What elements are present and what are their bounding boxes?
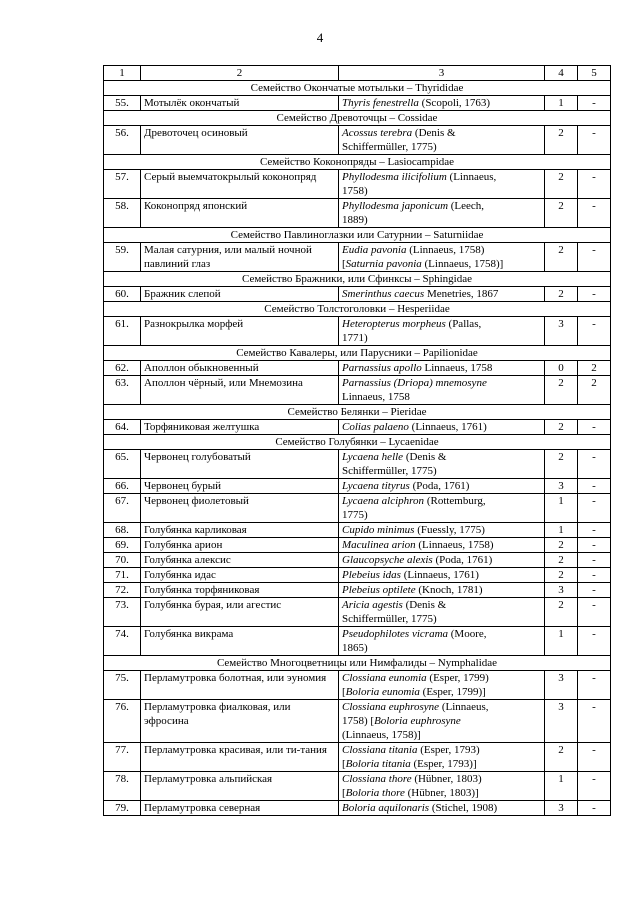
category-value: 3 (545, 801, 578, 816)
scientific-name-line (342, 700, 541, 714)
scientific-name-line (342, 96, 541, 110)
category-value: 2 (545, 598, 578, 627)
common-name: Перламутровка альпийская (141, 772, 339, 801)
author-text: 1889) (342, 214, 368, 226)
species-row (104, 801, 611, 816)
family-row (104, 228, 611, 243)
scientific-name-line (342, 126, 541, 140)
latin-name: Boloria titania (345, 758, 411, 770)
family-heading: Семейство Белянки – Pieridae (104, 405, 611, 420)
scientific-name-line (342, 671, 541, 685)
row-number: 70. (104, 553, 141, 568)
common-name: Аполлон чёрный, или Мнемозина (141, 376, 339, 405)
latin-name: Lycaena helle (342, 451, 404, 463)
scientific-name (339, 317, 545, 346)
scientific-name (339, 243, 545, 272)
scientific-name (339, 700, 545, 743)
family-row (104, 155, 611, 170)
scientific-name-line (342, 494, 541, 508)
category-value: 2 (545, 170, 578, 199)
scientific-name-line (342, 361, 541, 375)
latin-name: Parnassius (Driopa) mnemosyne (342, 377, 487, 389)
scientific-name (339, 538, 545, 553)
author-text: (Esper, 1799)] (419, 686, 486, 698)
scientific-name (339, 376, 545, 405)
header-cell: 2 (141, 66, 339, 81)
latin-name: Aricia agestis (342, 599, 403, 611)
status-value: - (578, 317, 611, 346)
category-value: 1 (545, 494, 578, 523)
common-name: Серый выемчатокрылый коконопряд (141, 170, 339, 199)
scientific-name (339, 361, 545, 376)
scientific-name-line (342, 801, 541, 815)
category-value: 3 (545, 700, 578, 743)
species-row (104, 317, 611, 346)
row-number: 64. (104, 420, 141, 435)
species-row (104, 568, 611, 583)
status-value: - (578, 450, 611, 479)
status-value: 2 (578, 376, 611, 405)
family-row (104, 346, 611, 361)
category-value: 0 (545, 361, 578, 376)
scientific-name-line (342, 331, 541, 345)
row-number: 62. (104, 361, 141, 376)
species-row (104, 627, 611, 656)
common-name: Голубянка идас (141, 568, 339, 583)
common-name: Червонец голубоватый (141, 450, 339, 479)
common-name: Перламутровка болотная, или эуномия (141, 671, 339, 700)
family-row (104, 81, 611, 96)
author-text: [ (342, 258, 346, 270)
author-text: (Esper, 1799) (426, 672, 489, 684)
common-name: Мотылёк окончатый (141, 96, 339, 111)
scientific-name (339, 287, 545, 302)
scientific-name (339, 450, 545, 479)
latin-name: Smerinthus caecus (342, 288, 425, 300)
author-text: [ (342, 758, 346, 770)
author-text: (Knoch, 1781) (415, 584, 483, 596)
species-row (104, 494, 611, 523)
author-text: Linnaeus, 1758 (421, 362, 493, 374)
latin-name: Clossiana thore (342, 773, 412, 785)
latin-name: Maculinea arion (342, 539, 416, 551)
row-number: 71. (104, 568, 141, 583)
row-number: 56. (104, 126, 141, 155)
header-cell: 5 (578, 66, 611, 81)
species-row (104, 671, 611, 700)
family-heading: Семейство Кавалеры, или Парусники – Papilionidae (104, 346, 611, 361)
scientific-name-line (342, 450, 541, 464)
row-number: 73. (104, 598, 141, 627)
common-name: Голубянка арион (141, 538, 339, 553)
author-text: (Denis & (403, 451, 447, 463)
latin-name: Colias palaeno (342, 421, 409, 433)
row-number: 68. (104, 523, 141, 538)
scientific-name-line (342, 243, 541, 257)
category-value: 3 (545, 317, 578, 346)
species-row (104, 479, 611, 494)
row-number: 59. (104, 243, 141, 272)
scientific-name (339, 523, 545, 538)
common-name: Перламутровка северная (141, 801, 339, 816)
status-value: - (578, 199, 611, 228)
scientific-name (339, 743, 545, 772)
latin-name: Glaucopsyche alexis (342, 554, 433, 566)
common-name: Голубянка алексис (141, 553, 339, 568)
status-value: 2 (578, 361, 611, 376)
row-number: 74. (104, 627, 141, 656)
author-text: (Esper, 1793)] (410, 758, 477, 770)
latin-name: Plebeius optilete (342, 584, 416, 596)
scientific-name-line (342, 199, 541, 213)
family-heading: Семейство Окончатые мотыльки – Thyrididae (104, 81, 611, 96)
family-row (104, 656, 611, 671)
latin-name: Plebeius idas (342, 569, 401, 581)
species-row (104, 420, 611, 435)
common-name: Перламутровка фиалковая, или эфросина (141, 700, 339, 743)
author-text: (Linnaeus, (446, 171, 497, 183)
latin-name: Lycaena alciphron (342, 495, 425, 507)
family-heading: Семейство Толстоголовки – Hesperiidae (104, 302, 611, 317)
author-text: (Hübner, 1803) (411, 773, 482, 785)
common-name: Разнокрылка морфей (141, 317, 339, 346)
scientific-name (339, 96, 545, 111)
status-value: - (578, 96, 611, 111)
author-text: (Linnaeus, 1758) (406, 244, 485, 256)
row-number: 61. (104, 317, 141, 346)
scientific-name-line (342, 772, 541, 786)
common-name: Червонец бурый (141, 479, 339, 494)
scientific-name-line (342, 757, 541, 771)
author-text: (Linnaeus, 1761) (400, 569, 479, 581)
scientific-name-line (342, 627, 541, 641)
status-value: - (578, 287, 611, 302)
author-text: (Poda, 1761) (409, 480, 470, 492)
status-value: - (578, 494, 611, 523)
author-text: (Moore, (448, 628, 487, 640)
header-cell: 3 (339, 66, 545, 81)
row-number: 78. (104, 772, 141, 801)
scientific-name-line (342, 213, 541, 227)
author-text: Schiffermüller, 1775) (342, 613, 437, 625)
scientific-name (339, 199, 545, 228)
species-row (104, 287, 611, 302)
scientific-name-line (342, 479, 541, 493)
latin-name: Phyllodesma ilicifolium (342, 171, 447, 183)
author-text: (Esper, 1793) (417, 744, 480, 756)
scientific-name-line (342, 641, 541, 655)
latin-name: Boloria thore (345, 787, 405, 799)
status-value: - (578, 801, 611, 816)
latin-name: Heteropterus morpheus (342, 318, 446, 330)
species-row (104, 772, 611, 801)
scientific-name-line (342, 553, 541, 567)
scientific-name-line (342, 786, 541, 800)
latin-name: Clossiana euphrosyne (342, 701, 440, 713)
scientific-name-line (342, 257, 541, 271)
category-value: 1 (545, 523, 578, 538)
author-text: (Linnaeus, (439, 701, 489, 713)
category-value: 3 (545, 671, 578, 700)
status-value: - (578, 583, 611, 598)
status-value: - (578, 523, 611, 538)
scientific-name-line (342, 184, 541, 198)
category-value: 3 (545, 583, 578, 598)
row-number: 58. (104, 199, 141, 228)
status-value: - (578, 538, 611, 553)
common-name: Червонец фиолетовый (141, 494, 339, 523)
latin-name: Thyris fenestrella (342, 97, 419, 109)
category-value: 1 (545, 772, 578, 801)
latin-name: Phyllodesma japonicum (342, 200, 449, 212)
latin-name: Saturnia pavonia (345, 258, 422, 270)
status-value: - (578, 126, 611, 155)
row-number: 72. (104, 583, 141, 598)
family-row (104, 435, 611, 450)
scientific-name (339, 494, 545, 523)
scientific-name-line (342, 170, 541, 184)
status-value: - (578, 700, 611, 743)
scientific-name (339, 568, 545, 583)
scientific-name (339, 598, 545, 627)
scientific-name-line (342, 598, 541, 612)
author-text: 1758) [ (342, 715, 375, 727)
common-name: Коконопряд японский (141, 199, 339, 228)
author-text: (Linnaeus, 1758)] (421, 258, 504, 270)
common-name: Древоточец осиновый (141, 126, 339, 155)
latin-name: Cupido minimus (342, 524, 415, 536)
latin-name: Clossiana eunomia (342, 672, 427, 684)
row-number: 75. (104, 671, 141, 700)
latin-name: Clossiana titania (342, 744, 418, 756)
author-text: Schiffermüller, 1775) (342, 465, 437, 477)
row-number: 76. (104, 700, 141, 743)
author-text: Menetries, 1867 (424, 288, 499, 300)
status-value: - (578, 598, 611, 627)
author-text: Schiffermüller, 1775) (342, 141, 437, 153)
species-row (104, 376, 611, 405)
latin-name: Boloria euphrosyne (374, 715, 461, 727)
scientific-name-line (342, 376, 541, 390)
row-number: 55. (104, 96, 141, 111)
page-number: 4 (316, 30, 324, 45)
scientific-name-line (342, 612, 541, 626)
header-cell: 4 (545, 66, 578, 81)
scientific-name-line (342, 523, 541, 537)
row-number: 65. (104, 450, 141, 479)
common-name: Бражник слепой (141, 287, 339, 302)
scientific-name-line (342, 317, 541, 331)
status-value: - (578, 743, 611, 772)
author-text: (Fuessly, 1775) (414, 524, 485, 536)
category-value: 2 (545, 199, 578, 228)
common-name: Торфяниковая желтушка (141, 420, 339, 435)
latin-name: Pseudophilotes vicrama (342, 628, 449, 640)
author-text: (Linnaeus, 1758) (415, 539, 494, 551)
scientific-name-line (342, 287, 541, 301)
species-row (104, 598, 611, 627)
scientific-name-line (342, 685, 541, 699)
species-row (104, 126, 611, 155)
status-value: - (578, 671, 611, 700)
row-number: 57. (104, 170, 141, 199)
latin-name: Boloria eunomia (345, 686, 420, 698)
status-value: - (578, 170, 611, 199)
scientific-name (339, 671, 545, 700)
author-text: (Pallas, (445, 318, 482, 330)
author-text: (Hübner, 1803)] (404, 787, 479, 799)
family-heading: Семейство Павлиноглазки или Сатурнии – Saturniidae (104, 228, 611, 243)
scientific-name (339, 126, 545, 155)
table-body (104, 66, 611, 816)
author-text: [ (342, 686, 346, 698)
scientific-name-line (342, 568, 541, 582)
category-value: 1 (545, 96, 578, 111)
scientific-name-line (342, 728, 541, 742)
species-row (104, 96, 611, 111)
species-row (104, 523, 611, 538)
latin-name: Parnassius apollo (342, 362, 422, 374)
category-value: 2 (545, 243, 578, 272)
row-number: 66. (104, 479, 141, 494)
scientific-name (339, 420, 545, 435)
author-text: 1758) (342, 185, 368, 197)
status-value: - (578, 568, 611, 583)
common-name: Голубянка бурая, или агестис (141, 598, 339, 627)
family-row (104, 405, 611, 420)
scientific-name-line (342, 390, 541, 404)
row-number: 79. (104, 801, 141, 816)
common-name: Малая сатурния, или малый ночной павлиний глаз (141, 243, 339, 272)
latin-name: Eudia pavonia (342, 244, 407, 256)
status-value: - (578, 627, 611, 656)
species-row (104, 450, 611, 479)
scientific-name-line (342, 464, 541, 478)
scientific-name (339, 170, 545, 199)
category-value: 2 (545, 450, 578, 479)
status-value: - (578, 553, 611, 568)
category-value: 2 (545, 420, 578, 435)
author-text: (Denis & (402, 599, 447, 611)
family-heading: Семейство Многоцветницы или Нимфалиды – Nymphalidae (104, 656, 611, 671)
species-row (104, 361, 611, 376)
category-value: 2 (545, 568, 578, 583)
scientific-name (339, 583, 545, 598)
family-row (104, 111, 611, 126)
author-text: 1865) (342, 642, 368, 654)
species-row (104, 170, 611, 199)
family-heading: Семейство Коконопряды – Lasiocampidae (104, 155, 611, 170)
category-value: 2 (545, 743, 578, 772)
common-name: Аполлон обыкновенный (141, 361, 339, 376)
common-name: Голубянка карликовая (141, 523, 339, 538)
row-number: 69. (104, 538, 141, 553)
family-heading: Семейство Древоточцы – Cossidae (104, 111, 611, 126)
status-value: - (578, 772, 611, 801)
species-row (104, 700, 611, 743)
status-value: - (578, 420, 611, 435)
latin-name: Boloria aquilonaris (342, 802, 430, 814)
scientific-name-line (342, 538, 541, 552)
category-value: 2 (545, 126, 578, 155)
author-text: (Scopoli, 1763) (418, 97, 491, 109)
scientific-name-line (342, 508, 541, 522)
species-row (104, 583, 611, 598)
scientific-name (339, 801, 545, 816)
common-name: Голубянка торфяниковая (141, 583, 339, 598)
row-number: 60. (104, 287, 141, 302)
species-row (104, 743, 611, 772)
category-value: 3 (545, 479, 578, 494)
row-number: 63. (104, 376, 141, 405)
scientific-name (339, 479, 545, 494)
scientific-name (339, 772, 545, 801)
author-text: 1775) (342, 509, 368, 521)
family-row (104, 272, 611, 287)
category-value: 2 (545, 553, 578, 568)
category-value: 2 (545, 287, 578, 302)
species-row (104, 538, 611, 553)
family-heading: Семейство Бражники, или Сфинксы – Sphingidae (104, 272, 611, 287)
species-row (104, 243, 611, 272)
latin-name: Acossus terebra (342, 127, 413, 139)
family-heading: Семейство Голубянки – Lycaenidae (104, 435, 611, 450)
scientific-name-line (342, 420, 541, 434)
latin-name: Lycaena tityrus (342, 480, 410, 492)
author-text: Linnaeus, 1758 (342, 391, 410, 403)
scientific-name-line (342, 583, 541, 597)
common-name: Перламутровка красивая, или ти-тания (141, 743, 339, 772)
row-number: 67. (104, 494, 141, 523)
common-name: Голубянка викрама (141, 627, 339, 656)
scientific-name-line (342, 714, 541, 728)
species-row (104, 553, 611, 568)
scientific-name (339, 627, 545, 656)
author-text: (Denis & (412, 127, 456, 139)
author-text: (Leech, (448, 200, 485, 212)
author-text: (Poda, 1761) (432, 554, 493, 566)
author-text: 1771) (342, 332, 368, 344)
author-text: (Linnaeus, 1761) (408, 421, 487, 433)
status-value: - (578, 243, 611, 272)
row-number: 77. (104, 743, 141, 772)
scientific-name-line (342, 140, 541, 154)
author-text: (Rottemburg, (424, 495, 486, 507)
species-table (103, 65, 611, 816)
species-row (104, 199, 611, 228)
header-row (104, 66, 611, 81)
category-value: 2 (545, 538, 578, 553)
category-value: 1 (545, 627, 578, 656)
category-value: 2 (545, 376, 578, 405)
author-text: (Stichel, 1908) (429, 802, 498, 814)
family-row (104, 302, 611, 317)
scientific-name (339, 553, 545, 568)
author-text: [ (342, 787, 346, 799)
header-cell: 1 (104, 66, 141, 81)
status-value: - (578, 479, 611, 494)
scientific-name-line (342, 743, 541, 757)
author-text: (Linnaeus, 1758)] (342, 729, 421, 741)
